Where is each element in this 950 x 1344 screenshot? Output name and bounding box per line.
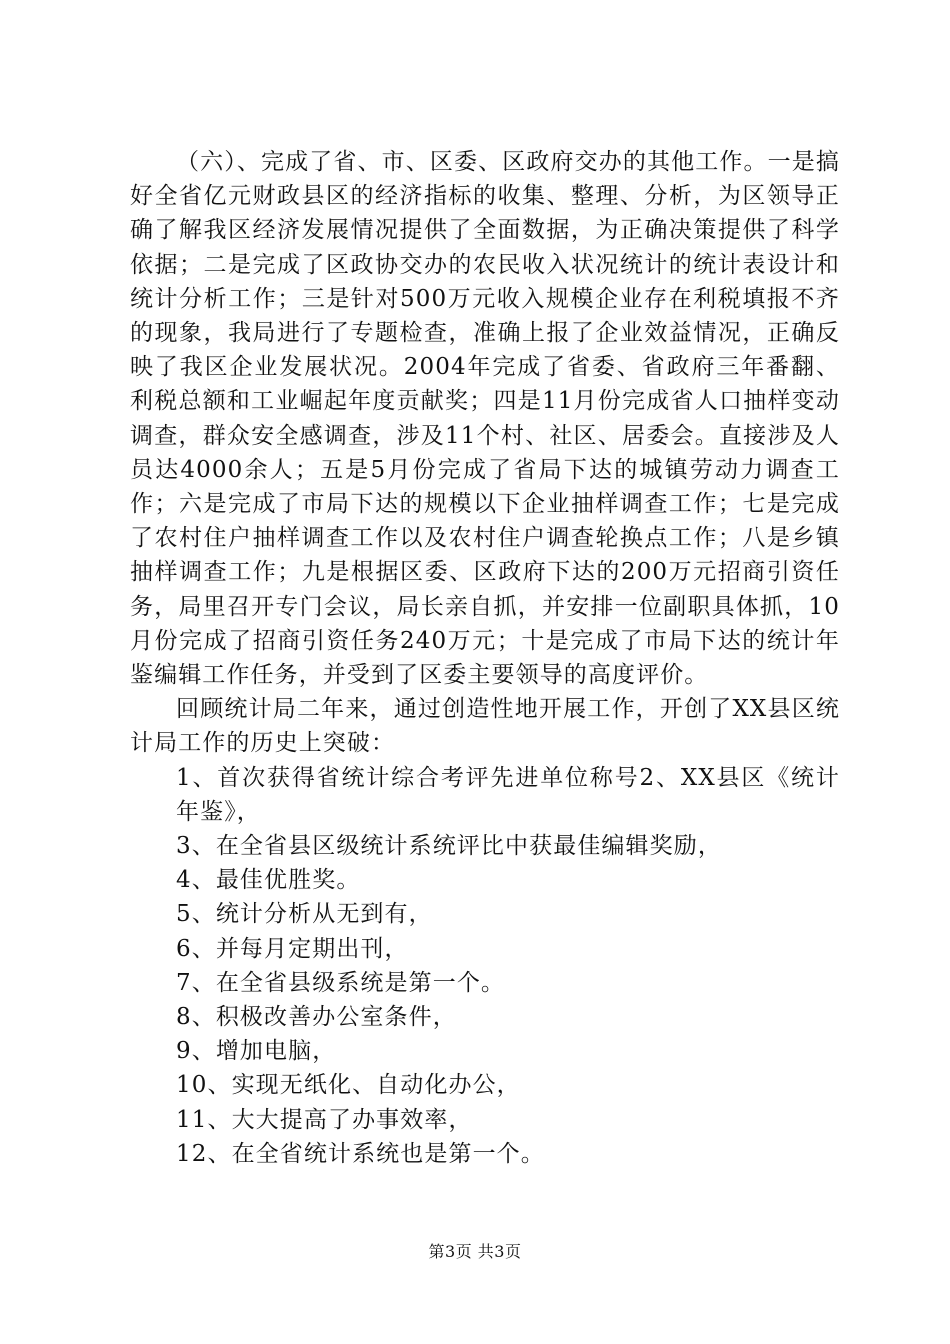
list-item: 8、积极改善办公室条件， (176, 1004, 457, 1031)
list-item: 7、在全省县级系统是第一个。 (176, 969, 506, 996)
list-item: 4、最佳优胜奖。 (176, 867, 361, 894)
list-item: 6、并每月定期出刊， (176, 935, 409, 962)
list-item: 11、大大提高了办事效率， (176, 1106, 473, 1133)
list-item: 12、在全省统计系统也是第一个。 (176, 1140, 545, 1167)
list-item: 10、实现无纸化、自动化办公， (176, 1072, 521, 1099)
paragraph-review: 回顾统计局二年来，通过创造性地开展工作，开创了XX县区统计局工作的历史上突破： (130, 696, 840, 757)
list-item: 1、首次获得省统计综合考评先进单位称号2、XX县区《统计年鉴》， (176, 764, 840, 825)
page-number-footer: 第3页 共3页 (428, 1242, 522, 1261)
list-item: 3、在全省县区级统计系统评比中获最佳编辑奖励， (176, 833, 722, 860)
list-item: 9、增加电脑， (176, 1038, 337, 1065)
document-body (130, 145, 840, 1171)
paragraph-other-work: （六）、完成了省、市、区委、区政府交办的其他工作。一是搞好全省亿元财政县区的经济指标的收集、整理、分析，为区领导正确了解我区经济发展情况提供了全面数据，为正确决策提供了科学依据；二是完成了区政协交办的农民收入状况统计的统计表设计和统计分析工作；三是针对500万元收入规模企业存在利税填报不齐的现象，我局进行了专题检查，准确上报了企业效益情况，正确反映了我区企业发展状况。2004年完成了省委、省政府三年番翻、利税总额和工业崛起年度贡献奖；四是11月份完成省人口抽样变动调查，群众安全感调查，涉及11个村、社区、居委会。直接涉及人员达4000余人；五是5月份完成了省局下达的城镇劳动力调查工作；六是完成了市局下达的规模以下企业抽样调查工作；七是完成了农村住户抽样调查工作以及农村住户调查轮换点工作；八是乡镇抽样调查工作；九是根据区委、区政府下达的200万元招商引资任务，局里召开专门会议，局长亲自抓，并安排一位副职具体抓，10月份完成了招商引资任务240万元；十是完成了市局下达的统计年鉴编辑工作任务，并受到了区委主要领导的高度评价。 (130, 149, 840, 689)
list-item: 5、统计分析从无到有， (176, 901, 433, 928)
